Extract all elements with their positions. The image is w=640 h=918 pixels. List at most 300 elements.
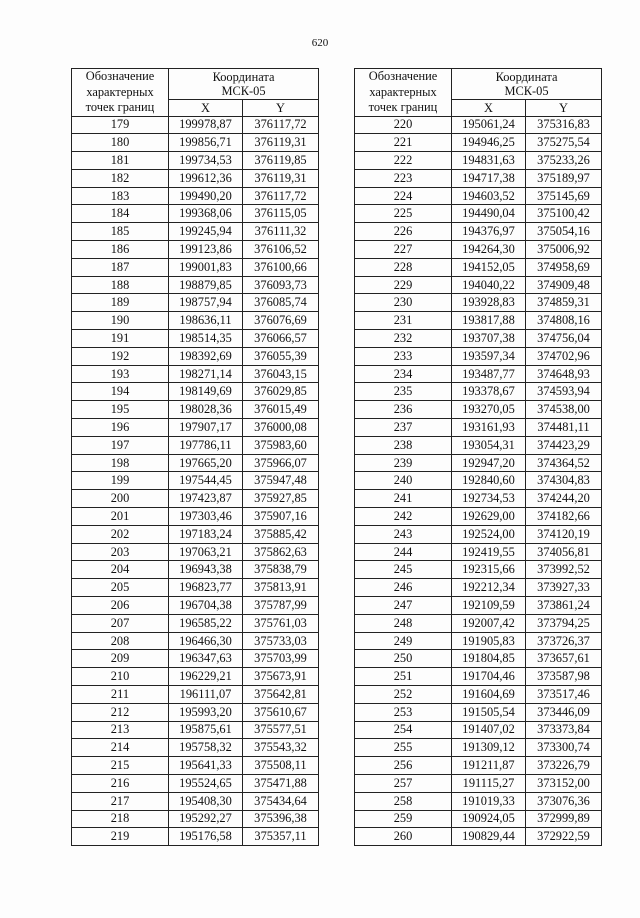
x-coordinate-cell: 196823,77	[169, 579, 243, 597]
y-coordinate-cell: 374538,00	[526, 401, 602, 419]
y-coordinate-cell: 375733,03	[243, 632, 319, 650]
y-coordinate-cell: 374909,48	[526, 276, 602, 294]
header-x: X	[169, 99, 243, 116]
y-coordinate-cell: 376117,72	[243, 116, 319, 134]
x-coordinate-cell: 194490,04	[452, 205, 526, 223]
point-number-cell: 258	[355, 792, 452, 810]
point-number-cell: 205	[72, 579, 169, 597]
header-coordinate	[452, 69, 602, 100]
table-row	[355, 632, 602, 650]
point-number-cell: 208	[72, 632, 169, 650]
table-row	[355, 757, 602, 775]
x-coordinate-cell: 197183,24	[169, 525, 243, 543]
y-coordinate-cell: 373152,00	[526, 774, 602, 792]
table-row	[72, 525, 319, 543]
header-x: X	[452, 99, 526, 116]
table-row	[72, 490, 319, 508]
point-number-cell: 188	[72, 276, 169, 294]
y-coordinate-cell: 374364,52	[526, 454, 602, 472]
x-coordinate-cell: 198028,36	[169, 401, 243, 419]
point-number-cell: 237	[355, 419, 452, 437]
y-coordinate-cell: 373373,84	[526, 721, 602, 739]
point-number-cell: 229	[355, 276, 452, 294]
point-number-cell: 209	[72, 650, 169, 668]
table-row	[355, 330, 602, 348]
point-number-cell: 223	[355, 169, 452, 187]
x-coordinate-cell: 190829,44	[452, 828, 526, 846]
y-coordinate-cell: 375642,81	[243, 686, 319, 704]
point-number-cell: 225	[355, 205, 452, 223]
table-row	[72, 241, 319, 259]
point-number-cell: 191	[72, 330, 169, 348]
point-number-cell: 212	[72, 703, 169, 721]
point-number-cell: 257	[355, 774, 452, 792]
table-row	[355, 116, 602, 134]
coordinates-table-left	[71, 68, 319, 846]
y-coordinate-cell: 373927,33	[526, 579, 602, 597]
point-number-cell: 190	[72, 312, 169, 330]
point-number-cell: 245	[355, 561, 452, 579]
point-number-cell: 228	[355, 258, 452, 276]
x-coordinate-cell: 195993,20	[169, 703, 243, 721]
x-coordinate-cell: 197665,20	[169, 454, 243, 472]
y-coordinate-cell: 375100,42	[526, 205, 602, 223]
x-coordinate-cell: 199368,06	[169, 205, 243, 223]
point-number-cell: 219	[72, 828, 169, 846]
x-coordinate-cell: 191905,83	[452, 632, 526, 650]
y-coordinate-cell: 376066,57	[243, 330, 319, 348]
y-coordinate-cell: 375907,16	[243, 508, 319, 526]
y-coordinate-cell: 373517,46	[526, 686, 602, 704]
y-coordinate-cell: 375885,42	[243, 525, 319, 543]
table-row	[72, 703, 319, 721]
x-coordinate-cell: 199856,71	[169, 134, 243, 152]
table-row	[72, 205, 319, 223]
coordinates-table-right	[354, 68, 602, 846]
table-row	[72, 739, 319, 757]
point-number-cell: 259	[355, 810, 452, 828]
y-coordinate-cell: 376055,39	[243, 347, 319, 365]
y-coordinate-cell: 374304,83	[526, 472, 602, 490]
table-row	[72, 650, 319, 668]
x-coordinate-cell: 191604,69	[452, 686, 526, 704]
table-row	[355, 187, 602, 205]
point-number-cell: 217	[72, 792, 169, 810]
point-number-cell: 215	[72, 757, 169, 775]
y-coordinate-cell: 373587,98	[526, 668, 602, 686]
table-row	[355, 419, 602, 437]
y-coordinate-cell: 376043,15	[243, 365, 319, 383]
x-coordinate-cell: 199123,86	[169, 241, 243, 259]
point-number-cell: 179	[72, 116, 169, 134]
table-row	[355, 134, 602, 152]
y-coordinate-cell: 376100,66	[243, 258, 319, 276]
table-row	[72, 810, 319, 828]
point-number-cell: 213	[72, 721, 169, 739]
y-coordinate-cell: 374859,31	[526, 294, 602, 312]
y-coordinate-cell: 375054,16	[526, 223, 602, 241]
x-coordinate-cell: 198514,35	[169, 330, 243, 348]
table-row	[72, 312, 319, 330]
point-number-cell: 185	[72, 223, 169, 241]
y-coordinate-cell: 373076,36	[526, 792, 602, 810]
y-coordinate-cell: 375761,03	[243, 614, 319, 632]
y-coordinate-cell: 375673,91	[243, 668, 319, 686]
table-row	[72, 597, 319, 615]
point-number-cell: 180	[72, 134, 169, 152]
y-coordinate-cell: 374808,16	[526, 312, 602, 330]
x-coordinate-cell: 194264,30	[452, 241, 526, 259]
x-coordinate-cell: 191211,87	[452, 757, 526, 775]
point-number-cell: 243	[355, 525, 452, 543]
y-coordinate-cell: 375947,48	[243, 472, 319, 490]
x-coordinate-cell: 197544,45	[169, 472, 243, 490]
y-coordinate-cell: 373861,24	[526, 597, 602, 615]
table-row	[72, 757, 319, 775]
header-y: Y	[243, 99, 319, 116]
x-coordinate-cell: 195641,33	[169, 757, 243, 775]
table-body	[72, 116, 319, 846]
y-coordinate-cell: 375983,60	[243, 436, 319, 454]
table-row	[72, 152, 319, 170]
header-designation-line: характерных	[369, 84, 437, 99]
y-coordinate-cell: 372922,59	[526, 828, 602, 846]
point-number-cell: 183	[72, 187, 169, 205]
x-coordinate-cell: 192419,55	[452, 543, 526, 561]
point-number-cell: 206	[72, 597, 169, 615]
table-row	[355, 223, 602, 241]
x-coordinate-cell: 199245,94	[169, 223, 243, 241]
point-number-cell: 207	[72, 614, 169, 632]
x-coordinate-cell: 196943,38	[169, 561, 243, 579]
x-coordinate-cell: 197786,11	[169, 436, 243, 454]
x-coordinate-cell: 193487,77	[452, 365, 526, 383]
x-coordinate-cell: 194603,52	[452, 187, 526, 205]
y-coordinate-cell: 375233,26	[526, 152, 602, 170]
x-coordinate-cell: 194040,22	[452, 276, 526, 294]
x-coordinate-cell: 196585,22	[169, 614, 243, 632]
x-coordinate-cell: 194717,38	[452, 169, 526, 187]
table-row	[355, 276, 602, 294]
x-coordinate-cell: 192524,00	[452, 525, 526, 543]
table-row	[72, 632, 319, 650]
y-coordinate-cell: 375838,79	[243, 561, 319, 579]
y-coordinate-cell: 376106,52	[243, 241, 319, 259]
point-number-cell: 184	[72, 205, 169, 223]
table-row	[355, 401, 602, 419]
table-row	[72, 347, 319, 365]
point-number-cell: 240	[355, 472, 452, 490]
table-row	[72, 365, 319, 383]
table-row	[72, 401, 319, 419]
point-number-cell: 197	[72, 436, 169, 454]
header-designation-line: точек границ	[368, 100, 438, 114]
table-row	[355, 347, 602, 365]
table-row	[355, 739, 602, 757]
table-row	[72, 579, 319, 597]
point-number-cell: 254	[355, 721, 452, 739]
point-number-cell: 220	[355, 116, 452, 134]
x-coordinate-cell: 193707,38	[452, 330, 526, 348]
x-coordinate-cell: 198392,69	[169, 347, 243, 365]
table-row	[72, 774, 319, 792]
x-coordinate-cell: 199490,20	[169, 187, 243, 205]
point-number-cell: 200	[72, 490, 169, 508]
table-row	[72, 330, 319, 348]
point-number-cell: 204	[72, 561, 169, 579]
point-number-cell: 253	[355, 703, 452, 721]
y-coordinate-cell: 376093,73	[243, 276, 319, 294]
point-number-cell: 193	[72, 365, 169, 383]
y-coordinate-cell: 375787,99	[243, 597, 319, 615]
y-coordinate-cell: 376115,05	[243, 205, 319, 223]
x-coordinate-cell: 194152,05	[452, 258, 526, 276]
x-coordinate-cell: 197063,21	[169, 543, 243, 561]
table-row	[72, 223, 319, 241]
y-coordinate-cell: 375577,51	[243, 721, 319, 739]
point-number-cell: 255	[355, 739, 452, 757]
x-coordinate-cell: 191309,12	[452, 739, 526, 757]
y-coordinate-cell: 376119,31	[243, 169, 319, 187]
table-row	[355, 579, 602, 597]
table-row	[355, 490, 602, 508]
table-row	[355, 792, 602, 810]
x-coordinate-cell: 195408,30	[169, 792, 243, 810]
table-row	[355, 294, 602, 312]
y-coordinate-cell: 375813,91	[243, 579, 319, 597]
x-coordinate-cell: 191804,85	[452, 650, 526, 668]
x-coordinate-cell: 196347,63	[169, 650, 243, 668]
point-number-cell: 256	[355, 757, 452, 775]
y-coordinate-cell: 374958,69	[526, 258, 602, 276]
x-coordinate-cell: 193597,34	[452, 347, 526, 365]
y-coordinate-cell: 375189,97	[526, 169, 602, 187]
y-coordinate-cell: 375471,88	[243, 774, 319, 792]
table-row	[72, 543, 319, 561]
point-number-cell: 218	[72, 810, 169, 828]
header-coordinate-line: МСК-05	[504, 83, 549, 98]
x-coordinate-cell: 191019,33	[452, 792, 526, 810]
table-row	[355, 810, 602, 828]
y-coordinate-cell: 375703,99	[243, 650, 319, 668]
y-coordinate-cell: 373446,09	[526, 703, 602, 721]
point-number-cell: 196	[72, 419, 169, 437]
table-row	[72, 134, 319, 152]
y-coordinate-cell: 375966,07	[243, 454, 319, 472]
y-coordinate-cell: 375610,67	[243, 703, 319, 721]
table-row	[355, 703, 602, 721]
x-coordinate-cell: 196111,07	[169, 686, 243, 704]
y-coordinate-cell: 374182,66	[526, 508, 602, 526]
y-coordinate-cell: 376029,85	[243, 383, 319, 401]
table-row	[355, 686, 602, 704]
table-row	[355, 258, 602, 276]
point-number-cell: 195	[72, 401, 169, 419]
y-coordinate-cell: 375508,11	[243, 757, 319, 775]
table-row	[355, 365, 602, 383]
x-coordinate-cell: 195061,24	[452, 116, 526, 134]
table-row	[72, 258, 319, 276]
table-row	[355, 508, 602, 526]
x-coordinate-cell: 197907,17	[169, 419, 243, 437]
x-coordinate-cell: 194946,25	[452, 134, 526, 152]
header-designation	[72, 69, 169, 117]
x-coordinate-cell: 195875,61	[169, 721, 243, 739]
point-number-cell: 251	[355, 668, 452, 686]
header-designation-line: точек границ	[85, 100, 155, 114]
table-row	[355, 614, 602, 632]
point-number-cell: 260	[355, 828, 452, 846]
table-row	[72, 508, 319, 526]
x-coordinate-cell: 196466,30	[169, 632, 243, 650]
point-number-cell: 233	[355, 347, 452, 365]
header-designation-line: Обозначение	[368, 69, 438, 83]
y-coordinate-cell: 376000,08	[243, 419, 319, 437]
header-designation	[355, 69, 452, 117]
x-coordinate-cell: 191407,02	[452, 721, 526, 739]
x-coordinate-cell: 197423,87	[169, 490, 243, 508]
x-coordinate-cell: 195524,65	[169, 774, 243, 792]
table-row	[355, 152, 602, 170]
point-number-cell: 181	[72, 152, 169, 170]
table-row	[355, 436, 602, 454]
x-coordinate-cell: 192629,00	[452, 508, 526, 526]
y-coordinate-cell: 374756,04	[526, 330, 602, 348]
table-row	[72, 116, 319, 134]
x-coordinate-cell: 192109,59	[452, 597, 526, 615]
table-row	[72, 792, 319, 810]
y-coordinate-cell: 376076,69	[243, 312, 319, 330]
table-row	[72, 454, 319, 472]
x-coordinate-cell: 196229,21	[169, 668, 243, 686]
x-coordinate-cell: 193928,83	[452, 294, 526, 312]
point-number-cell: 182	[72, 169, 169, 187]
y-coordinate-cell: 374244,20	[526, 490, 602, 508]
table-row	[72, 721, 319, 739]
y-coordinate-cell: 373726,37	[526, 632, 602, 650]
page-number: 620	[311, 37, 329, 49]
y-coordinate-cell: 373992,52	[526, 561, 602, 579]
table-row	[355, 650, 602, 668]
y-coordinate-cell: 376117,72	[243, 187, 319, 205]
y-coordinate-cell: 374702,96	[526, 347, 602, 365]
table-row	[72, 187, 319, 205]
point-number-cell: 203	[72, 543, 169, 561]
table-row	[72, 436, 319, 454]
y-coordinate-cell: 375006,92	[526, 241, 602, 259]
table-body	[355, 116, 602, 846]
x-coordinate-cell: 193054,31	[452, 436, 526, 454]
point-number-cell: 210	[72, 668, 169, 686]
point-number-cell: 252	[355, 686, 452, 704]
table-row	[72, 294, 319, 312]
table-row	[355, 454, 602, 472]
point-number-cell: 236	[355, 401, 452, 419]
point-number-cell: 202	[72, 525, 169, 543]
x-coordinate-cell: 192840,60	[452, 472, 526, 490]
x-coordinate-cell: 198636,11	[169, 312, 243, 330]
x-coordinate-cell: 192734,53	[452, 490, 526, 508]
x-coordinate-cell: 193270,05	[452, 401, 526, 419]
y-coordinate-cell: 374423,29	[526, 436, 602, 454]
y-coordinate-cell: 375543,32	[243, 739, 319, 757]
point-number-cell: 239	[355, 454, 452, 472]
point-number-cell: 247	[355, 597, 452, 615]
point-number-cell: 186	[72, 241, 169, 259]
point-number-cell: 222	[355, 152, 452, 170]
table-row	[72, 169, 319, 187]
x-coordinate-cell: 197303,46	[169, 508, 243, 526]
point-number-cell: 230	[355, 294, 452, 312]
header-designation-line: характерных	[86, 84, 154, 99]
y-coordinate-cell: 375927,85	[243, 490, 319, 508]
table-row	[355, 312, 602, 330]
y-coordinate-cell: 373226,79	[526, 757, 602, 775]
table-row	[355, 828, 602, 846]
x-coordinate-cell: 195758,32	[169, 739, 243, 757]
table-row	[72, 276, 319, 294]
point-number-cell: 234	[355, 365, 452, 383]
y-coordinate-cell: 375357,11	[243, 828, 319, 846]
y-coordinate-cell: 372999,89	[526, 810, 602, 828]
table-row	[72, 686, 319, 704]
y-coordinate-cell: 374120,19	[526, 525, 602, 543]
x-coordinate-cell: 192315,66	[452, 561, 526, 579]
point-number-cell: 246	[355, 579, 452, 597]
x-coordinate-cell: 199612,36	[169, 169, 243, 187]
x-coordinate-cell: 191704,46	[452, 668, 526, 686]
x-coordinate-cell: 198879,85	[169, 276, 243, 294]
x-coordinate-cell: 191115,27	[452, 774, 526, 792]
x-coordinate-cell: 199978,87	[169, 116, 243, 134]
table-row	[355, 169, 602, 187]
point-number-cell: 199	[72, 472, 169, 490]
x-coordinate-cell: 199734,53	[169, 152, 243, 170]
x-coordinate-cell: 192007,42	[452, 614, 526, 632]
y-coordinate-cell: 374481,11	[526, 419, 602, 437]
point-number-cell: 211	[72, 686, 169, 704]
point-number-cell: 194	[72, 383, 169, 401]
table-row	[355, 774, 602, 792]
x-coordinate-cell: 195176,58	[169, 828, 243, 846]
point-number-cell: 187	[72, 258, 169, 276]
table-row	[72, 472, 319, 490]
table-row	[355, 668, 602, 686]
x-coordinate-cell: 198271,14	[169, 365, 243, 383]
y-coordinate-cell: 376119,85	[243, 152, 319, 170]
y-coordinate-cell: 373300,74	[526, 739, 602, 757]
x-coordinate-cell: 193817,88	[452, 312, 526, 330]
x-coordinate-cell: 198757,94	[169, 294, 243, 312]
y-coordinate-cell: 376111,32	[243, 223, 319, 241]
y-coordinate-cell: 375316,83	[526, 116, 602, 134]
y-coordinate-cell: 375862,63	[243, 543, 319, 561]
y-coordinate-cell: 374593,94	[526, 383, 602, 401]
x-coordinate-cell: 194376,97	[452, 223, 526, 241]
point-number-cell: 235	[355, 383, 452, 401]
table-row	[355, 525, 602, 543]
point-number-cell: 224	[355, 187, 452, 205]
table-row	[355, 597, 602, 615]
y-coordinate-cell: 376119,31	[243, 134, 319, 152]
point-number-cell: 241	[355, 490, 452, 508]
x-coordinate-cell: 191505,54	[452, 703, 526, 721]
point-number-cell: 244	[355, 543, 452, 561]
point-number-cell: 192	[72, 347, 169, 365]
table-row	[355, 241, 602, 259]
table-row	[355, 472, 602, 490]
y-coordinate-cell: 373794,25	[526, 614, 602, 632]
